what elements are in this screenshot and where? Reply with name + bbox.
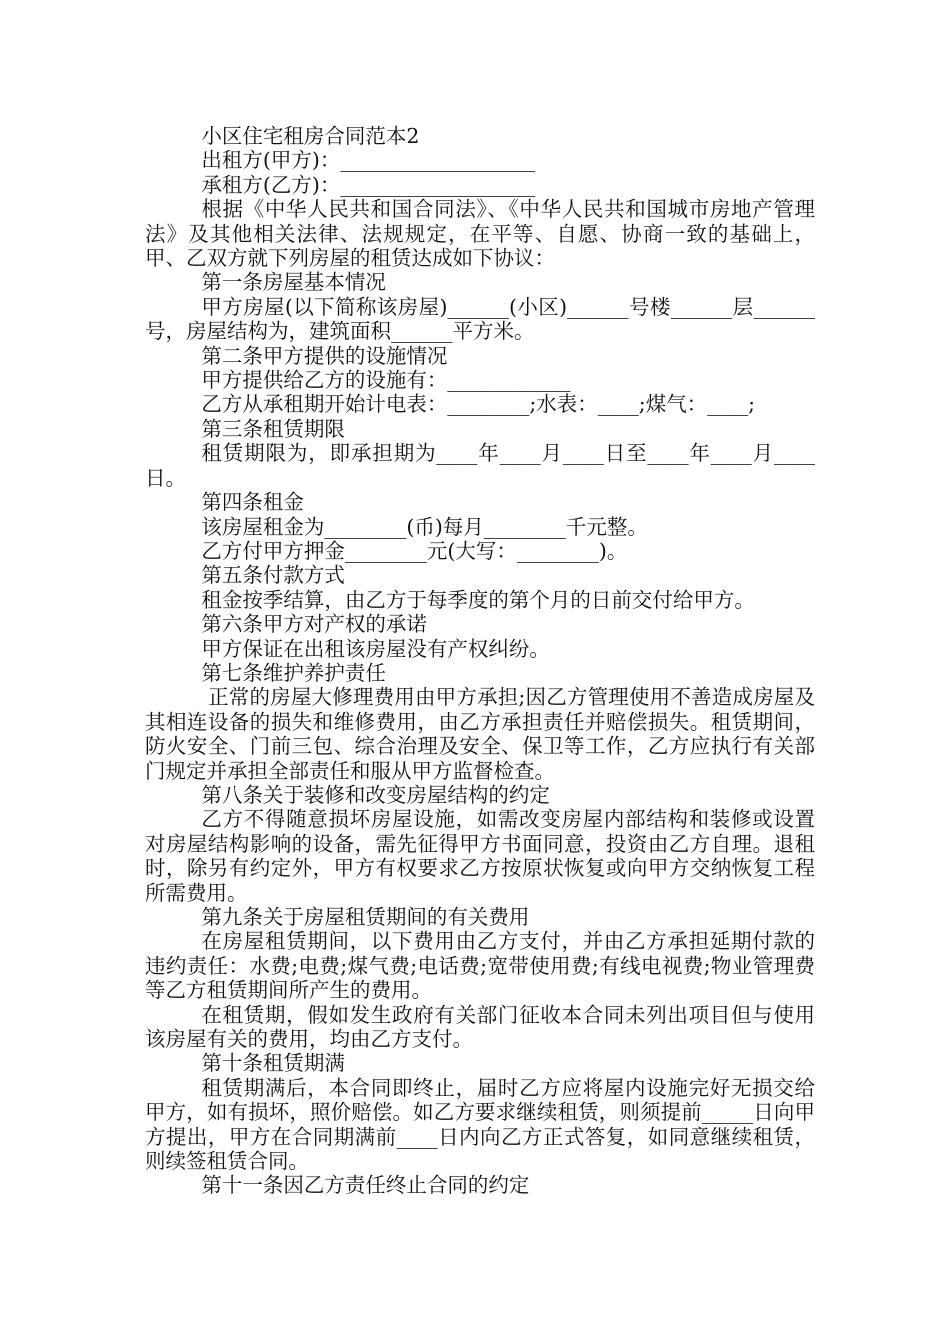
article-3-body: 租赁期限为，即承担期为____年____月____日至____年____月____日。: [145, 441, 815, 490]
article-7-body: 正常的房屋大修理费用由甲方承担;因乙方管理使用不善造成房屋及其相连设备的损失和维修费用，由乙方承担责任并赔偿损失。租赁期间，防火安全、门前三包、综合治理及安全、保卫等工作，乙方应执行有关部门规定并承担全部责任和服从甲方监督检查。: [145, 685, 815, 783]
article-6-heading: 第六条甲方对产权的承诺: [201, 612, 427, 637]
article-3-heading: 第三条租赁期限: [201, 416, 345, 441]
article-2-body-meters: 乙方从承租期开始计电表：________;水表：____;煤气：____;: [201, 392, 756, 417]
document-body: [145, 124, 815, 1198]
article-1-heading: 第一条房屋基本情况: [201, 270, 386, 295]
preamble-paragraph: 根据《中华人民共和国合同法》、《中华人民共和国城市房地产管理法》及其他相关法律、法规规定，在平等、自愿、协商一致的基础上，甲、乙双方就下列房屋的租赁达成如下协议：: [145, 197, 815, 271]
article-9-body-2: 在租赁期，假如发生政府有关部门征收本合同未列出项目但与使用该房屋有关的费用，均由乙方支付。: [145, 1002, 815, 1052]
lessee-line: 承租方(乙方)：___________________: [201, 172, 536, 197]
article-8-body: 乙方不得随意损坏房屋设施，如需改变房屋内部结构和装修或设置对房屋结构影响的设备，需先征得甲方书面同意，投资由乙方自理。退租时，除另有约定外，甲方有权要求乙方按原状恢复或向甲方交纳恢复工程所需费用。: [145, 807, 815, 905]
article-2-body-facilities: 甲方提供给乙方的设施有：____________: [201, 368, 571, 393]
lessor-line: 出租方(甲方)：___________________: [201, 148, 536, 173]
article-4-body-deposit: 乙方付甲方押金________元(大写：________)。: [201, 538, 628, 563]
article-10-body: 租赁期满后，本合同即终止，届时乙方应将屋内设施完好无损交给甲方，如有损坏，照价赔偿。如乙方要求继续租赁，则须提前_____日向甲方提出，甲方在合同期满前____日内向乙方正式答复，如同意继续租赁，则续签租赁合同。: [145, 1075, 815, 1174]
document-title: 小区住宅租房合同范本2: [201, 124, 420, 148]
article-2-heading: 第二条甲方提供的设施情况: [201, 343, 448, 368]
article-8-heading: 第八条关于装修和改变房屋结构的约定: [201, 782, 550, 807]
article-5-heading: 第五条付款方式: [201, 563, 345, 588]
article-6-body: 甲方保证在出租该房屋没有产权纠纷。: [201, 636, 550, 661]
article-4-heading: 第四条租金: [201, 490, 304, 515]
article-9-body-1: 在房屋租赁期间，以下费用由乙方支付，并由乙方承担延期付款的违约责任：水费;电费;煤气费;电话费;宽带使用费;有线电视费;物业管理费等乙方租赁期间所产生的费用。: [145, 929, 815, 1003]
article-4-body-rent: 该房屋租金为________(币)每月________千元整。: [201, 514, 648, 539]
article-7-heading: 第七条维护养护责任: [201, 660, 386, 685]
article-10-heading: 第十条租赁期满: [201, 1051, 345, 1076]
article-1-body: 甲方房屋(以下简称该房屋)______(小区)______号楼______层______号，房屋结构为，建筑面积______平方米。: [145, 294, 815, 344]
article-9-heading: 第九条关于房屋租赁期间的有关费用: [201, 905, 530, 929]
article-5-body: 租金按季结算，由乙方于每季度的第个月的日前交付给甲方。: [201, 587, 755, 612]
article-11-heading: 第十一条因乙方责任终止合同的约定: [201, 1173, 530, 1198]
